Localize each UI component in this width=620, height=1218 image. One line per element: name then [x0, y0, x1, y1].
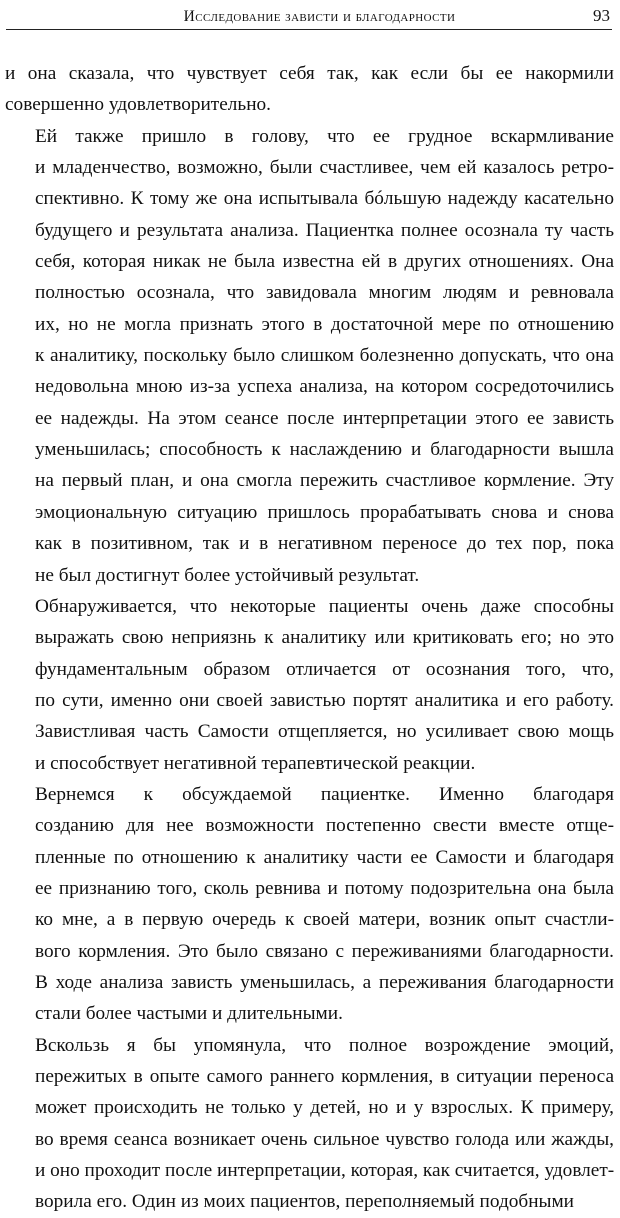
text-line: уменьшилась; способность к наслаждению и благодарности вышла: [35, 439, 614, 461]
text-line: может происходить не только у детей, но и у взрослых. К примеру,: [35, 1097, 614, 1119]
text-line: Ей также пришло в голову, что ее грудное вскармливание: [35, 125, 614, 147]
text-line: Обнаруживается, что некоторые пациенты очень даже способны: [35, 595, 614, 617]
text-line: Вскользь я бы упомянула, что полное возрождение эмоций,: [35, 1034, 614, 1056]
text-line: не был достигнут более устойчивый результат.: [35, 564, 420, 586]
text-line: фундаментальным образом отличается от осознания того, что,: [35, 658, 614, 680]
text-line: стали более частыми и длительными.: [35, 1003, 343, 1025]
text-line: вого кормления. Это было связано с переживаниями благодарности.: [35, 940, 614, 962]
text-line: и оно проходит после интерпретации, которая, как считается, удовлет-: [35, 1160, 614, 1182]
text-line: пережитых в опыте самого раннего кормления, в ситуации переноса: [35, 1066, 614, 1087]
text-line: пленные по отношению к аналитику части ее Самости и благодаря: [35, 846, 614, 868]
paragraph: [5, 591, 614, 779]
text-line: недовольна мною из-за успеха анализа, на котором сосредоточились: [35, 376, 614, 398]
text-line: ее надежды. На этом сеансе после интерпретации этого ее зависть: [35, 407, 614, 429]
paragraph: [5, 58, 614, 121]
text-line: как в позитивном, так и в негативном переносе до тех пор, пока: [35, 533, 614, 555]
paragraph: [5, 1030, 614, 1218]
running-title: Исследование зависти и благодарности: [183, 8, 456, 25]
text-line: ее признанию того, сколь ревнива и потому подозрительна она была: [35, 877, 614, 899]
text-line: совершенно удовлетворительно.: [5, 94, 271, 116]
text-line: на первый план, и она смогла пережить счастливое кормление. Эту: [35, 470, 614, 492]
text-line: будущего и результата анализа. Пациентка полнее осознала ту часть: [35, 219, 614, 241]
text-line: себя, которая никак не была известна ей в других отношениях. Она: [35, 251, 614, 273]
paragraph: [5, 121, 614, 591]
text-line: эмоциональную ситуацию пришлось прорабатывать снова и снова: [35, 501, 614, 523]
running-head: [6, 4, 612, 30]
body-text: [5, 58, 614, 1218]
text-line: выражать свою неприязнь к аналитику или критиковать его; но это: [35, 627, 614, 649]
text-line: во время сеанса возникает очень сильное чувство голода или жажды,: [35, 1128, 614, 1150]
text-line: Завистливая часть Самости отщепляется, но усиливает свою мощь: [35, 721, 614, 743]
text-line: по сути, именно они своей завистью портят аналитика и его работу.: [35, 689, 614, 711]
text-line: спективно. К тому же она испытывала бóльшую надежду касательно: [35, 188, 614, 210]
text-line: и младенчество, возможно, были счастливее, чем ей казалось ретро-: [35, 157, 614, 179]
paragraph: [5, 779, 614, 1030]
page-number: 93: [593, 6, 610, 25]
text-line: и способствует негативной терапевтической реакции.: [35, 752, 476, 774]
text-line: Вернемся к обсуждаемой пациентке. Именно благодаря: [35, 783, 614, 805]
text-line: созданию для нее возможности постепенно свести вместе отще-: [35, 815, 614, 837]
text-line: ворила его. Один из моих пациентов, переполняемый подобными: [35, 1191, 574, 1213]
text-line: ко мне, а в первую очередь к своей матери, возник опыт счастли-: [35, 909, 614, 931]
text-line: и она сказала, что чувствует себя так, как если бы ее накормили: [5, 63, 614, 84]
text-line: к аналитику, поскольку было слишком болезненно допускать, что она: [35, 345, 614, 367]
text-line: их, но не могла признать этого в достаточной мере по отношению: [35, 313, 614, 335]
text-line: В ходе анализа зависть уменьшилась, а переживания благодарности: [35, 971, 614, 993]
text-line: полностью осознала, что завидовала многим людям и ревновала: [35, 282, 614, 304]
